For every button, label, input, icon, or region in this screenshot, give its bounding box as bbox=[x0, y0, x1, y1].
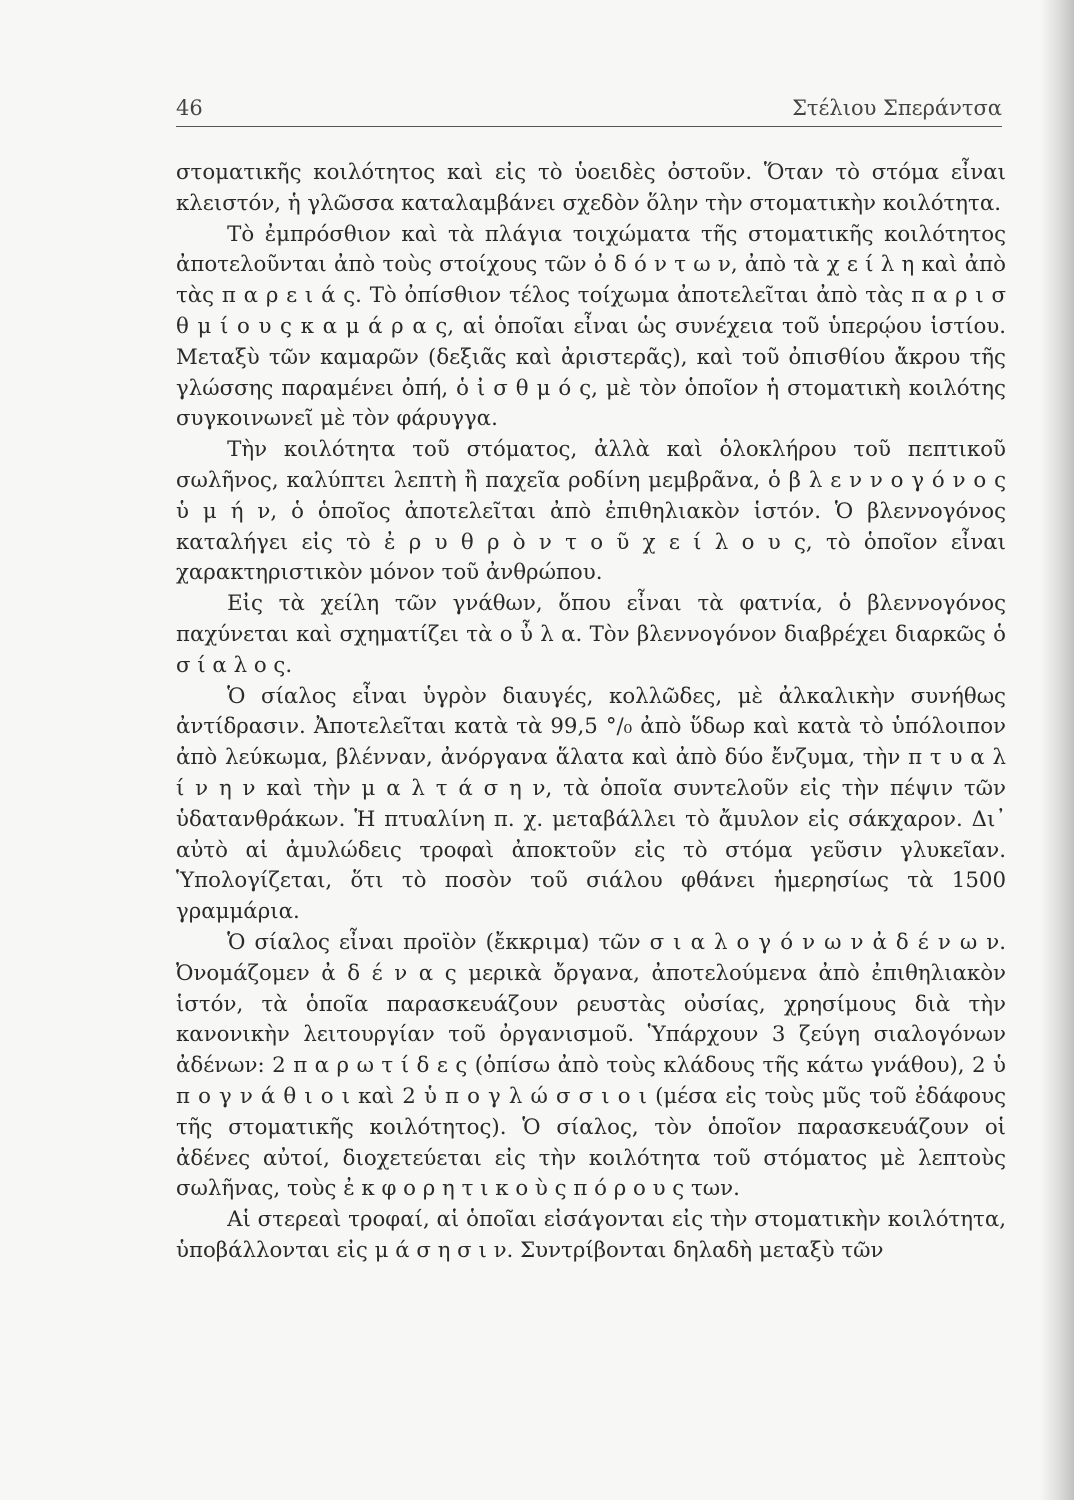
paragraph: Ὁ σίαλος εἶναι ὑγρὸν διαυγές, κολλῶδες, μὲ ἀλκαλικὴν συνήθως ἀντίδρασιν. Ἀποτελεῖται κατὰ τὰ 99,5 °/₀ ἀπὸ ὕδωρ καὶ κατὰ τὸ ὑπόλοιπον ἀπὸ λεύκωμα, βλένναν, ἀνόργανα ἅλατα καὶ ἀπὸ δύο ἔνζυμα, τὴν π τ υ α λ ί ν η ν καὶ τὴν μ α λ τ ά σ η ν, τὰ ὁποῖα συντελοῦν εἰς τὴν πέψιν τῶν ὑδατανθράκων. Ἡ πτυαλίνη π. χ. μεταβάλλει τὸ ἄμυλον εἰς σάκχαρον. Δι᾽ αὐτὸ αἱ ἀμυλώδεις τροφαὶ ἀποκτοῦν εἰς τὸ στόμα γεῦσιν γλυκεῖαν. Ὑπολογίζεται, ὅτι τὸ ποσὸν τοῦ σιάλου φθάνει ἡμερησίως τὰ 1500 γραμμάρια. bbox=[176, 683, 1006, 925]
paragraph: στοματικῆς κοιλότητος καὶ εἰς τὸ ὑοειδὲς ὀστοῦν. Ὅταν τὸ στόμα εἶναι κλειστόν, ἡ γλῶσσα καταλαμβάνει σχεδὸν ὅλην τὴν στοματικὴν κοιλότητα. bbox=[176, 160, 1006, 216]
paragraph: Τὸ ἐμπρόσθιον καὶ τὰ πλάγια τοιχώματα τῆς στοματικῆς κοιλότητος ἀποτελοῦνται ἀπὸ τοὺς στοίχους τῶν ὀ δ ό ν τ ω ν, ἀπὸ τὰ χ ε ί λ η καὶ ἀπὸ τὰς π α ρ ε ι ά ς. Τὸ ὀπίσθιον τέλος τοίχωμα ἀποτελεῖται ἀπὸ τὰς π α ρ ι σ θ μ ί ο υ ς κ α μ ά ρ α ς, αἱ ὁποῖαι εἶναι ὡς συνέχεια τοῦ ὑπερῴου ἱστίου. Μεταξὺ τῶν καμαρῶν (δεξιᾶς καὶ ἀριστερᾶς), καὶ τοῦ ὀπισθίου ἄκρου τῆς γλώσσης παραμένει ὀπή, ὁ ἰ σ θ μ ό ς, μὲ τὸν ὁποῖον ἡ στοματικὴ κοιλότης συγκοινωνεῖ μὲ τὸν φάρυγγα. bbox=[176, 221, 1006, 432]
paragraph: Ὁ σίαλος εἶναι προϊὸν (ἔκκριμα) τῶν σ ι α λ ο γ ό ν ω ν ἀ δ έ ν ω ν. Ὀνομάζομεν ἀ δ έ ν α ς μερικὰ ὄργανα, ἀποτελούμενα ἀπὸ ἐπιθηλιακὸν ἱστόν, τὰ ὁποῖα παρασκευάζουν ρευστὰς οὐσίας, χρησίμους διὰ τὴν κανονικὴν λειτουργίαν τοῦ ὀργανισμοῦ. Ὑπάρχουν 3 ζεύγη σιαλογόνων ἀδένων: 2 π α ρ ω τ ί δ ε ς (ὀπίσω ἀπὸ τοὺς κλάδους τῆς κάτω γνάθου), 2 ὑ π ο γ ν ά θ ι ο ι καὶ 2 ὑ π ο γ λ ώ σ σ ι ο ι (μέσα εἰς τοὺς μῦς τοῦ ἐδάφους τῆς στοματικῆς κοιλότητος). Ὁ σίαλος, τὸν ὁποῖον παρασκευάζουν οἱ ἀδένες αὐτοί, διοχετεύεται εἰς τὴν κοιλότητα τοῦ στόματος μὲ λεπτοὺς σωλῆνας, τοὺς ἐ κ φ ο ρ η τ ι κ ο ὺ ς π ό ρ ο υ ς των. bbox=[176, 929, 1006, 1202]
paragraph: Τὴν κοιλότητα τοῦ στόματος, ἀλλὰ καὶ ὁλοκλήρου τοῦ πεπτικοῦ σωλῆνος, καλύπτει λεπτὴ ἢ παχεῖα ροδίνη μεμβρᾶνα, ὁ β λ ε ν ν ο γ ό ν ο ς ὑ μ ή ν, ὁ ὁποῖος ἀποτελεῖται ἀπὸ ἐπιθηλιακὸν ἱστόν. Ὁ βλεννογόνος καταλήγει εἰς τὸ ἐ ρ υ θ ρ ὸ ν τ ο ῦ χ ε ί λ ο υ ς, τὸ ὁποῖον εἶναι χαρακτηριστικὸν μόνον τοῦ ἀνθρώπου. bbox=[176, 437, 1006, 586]
page-header bbox=[176, 92, 1002, 127]
page-number: 46 bbox=[176, 96, 203, 120]
paragraph: Εἰς τὰ χείλη τῶν γνάθων, ὅπου εἶναι τὰ φατνία, ὁ βλεννογόνος παχύνεται καὶ σχηματίζει τὰ ο ὖ λ α. Τὸν βλεννογόνον διαβρέχει διαρκῶς ὁ σ ί α λ ο ς. bbox=[176, 591, 1006, 678]
page-fold-shadow bbox=[1040, 0, 1074, 1500]
paragraph: Αἱ στερεαὶ τροφαί, αἱ ὁποῖαι εἰσάγονται εἰς τὴν στοματικὴν κοιλότητα, ὑποβάλλονται εἰς μ ά σ η σ ι ν. Συντρίβονται δηλαδὴ μεταξὺ τῶν bbox=[176, 1207, 1006, 1263]
body-text bbox=[176, 158, 1006, 1267]
running-head: Στέλιου Σπεράντσα bbox=[792, 96, 1002, 120]
